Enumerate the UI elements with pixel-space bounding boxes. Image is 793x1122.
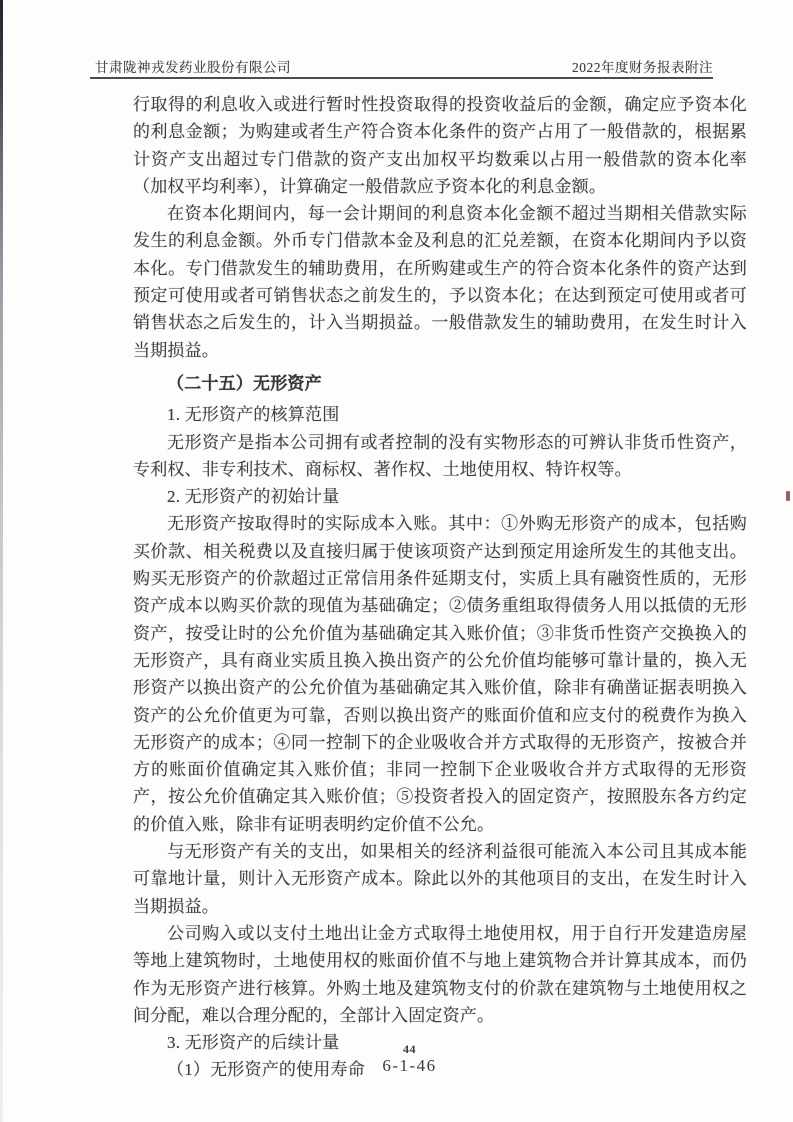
company-name: 甘肃陇神戎发药业股份有限公司 [95, 60, 291, 75]
page-header [95, 56, 713, 76]
red-scan-mark [786, 491, 790, 501]
sub-heading: 2. 无形资产的初始计量 [167, 487, 340, 507]
page-footer [13, 1043, 793, 1075]
paragraph: 无形资产按取得时的实际成本入账。其中：①外购无形资产的成本，包括购买价款、相关税费以及直接归属于使该项资产达到预定用途所发生的其他支出。购买无形资产的价款超过正常信用条件延期支付，实质上具有融资性质的，无形资产成本以购买价款的现值为基础确定；②债务重组取得债务人用以抵债的无形资产，按受让时的公允价值为基础确定其入账价值；③非货币性资产交换换入的无形资产，具有商业实质且换入换出资产的公允价值均能够可靠计量的，换入无形资产以换出资产的公允价值为基础确定其入账价值，除非有确凿证据表明换入资产的公允价值更为可靠，否则以换出资产的账面价值和应支付的税费作为换入无形资产的成本；④同一控制下的企业吸收合并方式取得的无形资产，按被合并方的账面价值确定其入账价值；非同一控制下企业吸收合并方式取得的无形资产，按公允价值确定其入账价值；⑤投资者投入的固定资产，按照股东各方约定的价值入账，除非有证明表明约定价值不公允。 [133, 514, 747, 834]
sub-heading: （1）无形资产的使用寿命 [167, 1060, 365, 1080]
doc-code: 6-1-46 [382, 1056, 437, 1075]
paragraph-continuation: 行取得的利息收入或进行暂时性投资取得的投资收益后的金额，确定应予资本化的利息金额；为购建或者生产符合资本化条件的资产占用了一般借款的，根据累计资产支出超过专门借款的资产支出加权平均数乘以占用一般借款的资本化率（加权平均利率），计算确定一般借款应予资本化的利息金额。 [133, 95, 747, 196]
page-number: 44 [403, 1042, 416, 1056]
sub-heading: 1. 无形资产的核算范围 [167, 405, 340, 425]
header-rule [90, 77, 713, 79]
section-heading: （二十五）无形资产 [167, 373, 322, 393]
report-title: 2022年度财务报表附注 [572, 60, 713, 75]
left-scan-edge-artifact [0, 0, 3, 1122]
paragraph: 公司购入或以支付土地出让金方式取得土地使用权，用于自行开发建造房屋等地上建筑物时，土地使用权的账面价值不与地上建筑物合并计算其成本，而仍作为无形资产进行核算。外购土地及建筑物支付的价款在建筑物与土地使用权之间分配，难以合理分配的，全部计入固定资产。 [133, 923, 747, 1025]
document-body [133, 91, 747, 1084]
paragraph: 无形资产是指本公司拥有或者控制的没有实物形态的可辨认非货币性资产，专利权、非专利技术、商标权、著作权、土地使用权、特许权等。 [133, 432, 747, 479]
paragraph: 与无形资产有关的支出，如果相关的经济利益很可能流入本公司且其成本能可靠地计量，则计入无形资产成本。除此以外的其他项目的支出，在发生时计入当期损益。 [133, 842, 747, 916]
paragraph: 在资本化期间内，每一会计期间的利息资本化金额不超过当期相关借款实际发生的利息金额。外币专门借款本金及利息的汇兑差额，在资本化期间内予以资本化。专门借款发生的辅助费用，在所购建或生产的符合资本化条件的资产达到预定可使用或者可销售状态之前发生的，予以资本化；在达到预定可使用或者可销售状态之后发生的，计入当期损益。一般借款发生的辅助费用，在发生时计入当期损益。 [133, 204, 747, 360]
sub-heading: 3. 无形资产的后续计量 [167, 1033, 340, 1053]
